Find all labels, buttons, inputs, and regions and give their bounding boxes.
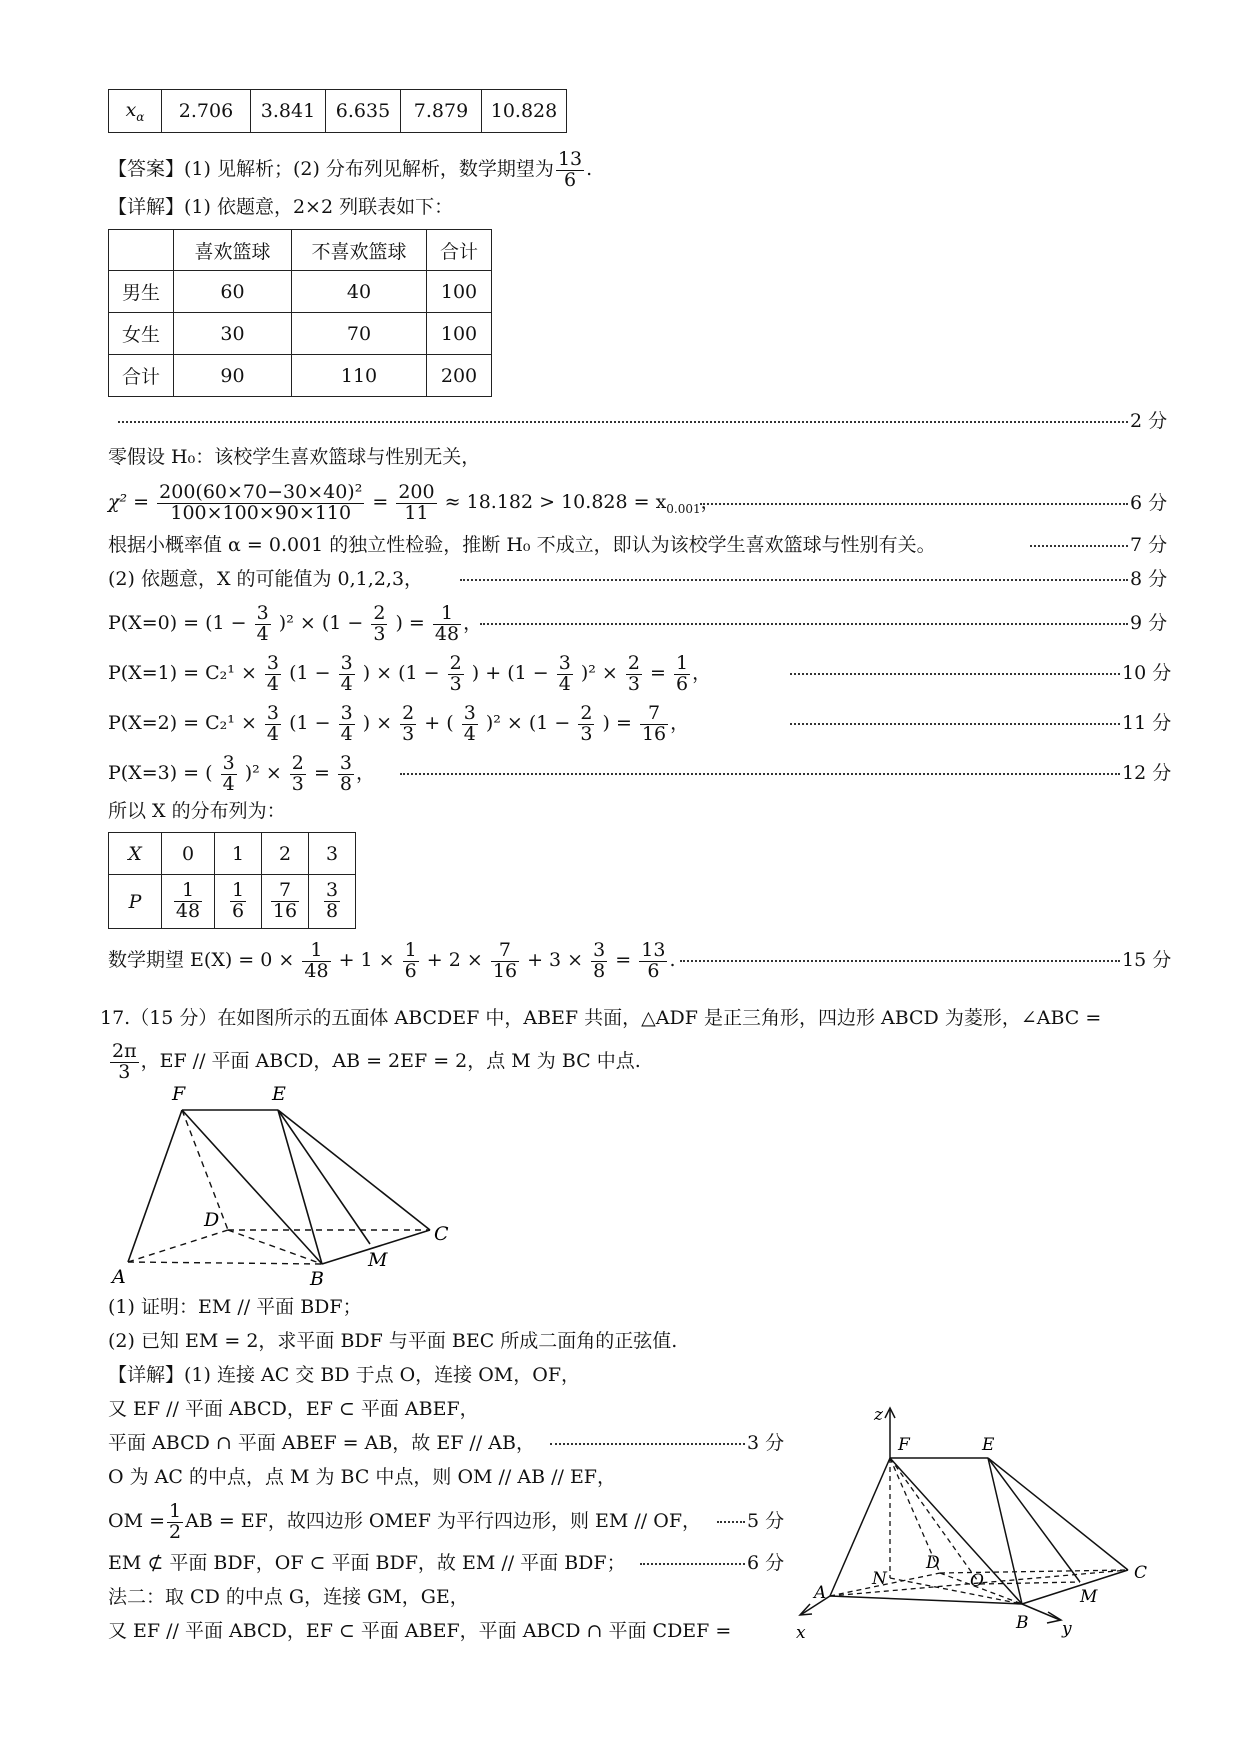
table-cell: 100 [427,313,492,355]
vertex-label-F: F [172,1083,186,1105]
table-cell: 90 [174,355,292,397]
answer-line: 【答案】(1) 见解析；(2) 分布列见解析，数学期望为 $\frac{13}{6}$ . [108,147,593,191]
distribution-table [108,832,356,929]
hypothesis-line: 零假设 H₀：该校学生喜欢篮球与性别无关， [108,446,481,468]
score-label: 15 分 [1122,949,1172,971]
dist-x-label: X [109,833,162,875]
table-cell: 合计 [109,355,174,397]
dist-intro: 所以 X 的分布列为： [108,800,286,822]
table-row [109,355,492,397]
subquestion-2: (2) 已知 EM = 2，求平面 BDF 与平面 BEC 所成二面角的正弦值. [108,1330,678,1352]
table-cell: 30 [174,313,292,355]
prob-line-0: P(X=0) = (1 − $\frac{3}{4}$ )² × (1 − $\frac{2}{3}$ ) = $\frac{1}{48}$ ， [108,601,483,645]
detail2-line-4: O 为 AC 的中点，点 M 为 BC 中点，则 OM // AB // EF， [108,1466,616,1488]
vertex-label-A: A [112,1266,126,1288]
critical-value-cell: 3.841 [251,90,326,133]
detail2-line-2: 又 EF // 平面 ABCD，EF ⊂ 平面 ABEF， [108,1398,479,1420]
critical-value-cell: 7.879 [401,90,482,133]
conclusion-line: 根据小概率值 α = 0.001 的独立性检验，推断 H₀ 不成立，即认为该校学生喜欢篮球与性别有关。 [108,534,936,556]
vertex-label-D: D [926,1553,940,1573]
expectation-line: 数学期望 E(X) = 0 × $\frac{1}{48}$ + 1 × $\frac{1}{6}$ + 2 × $\frac{7}{16}$ + 3 × $\frac{3}{8}$ = $\frac{13}{6}$ . [108,938,676,982]
question-17-text-2: $\frac{2\pi}{3}$ ，EF // 平面 ABCD，AB = 2EF = 2，点 M 为 BC 中点. [112,1039,641,1083]
score-label: 2 分 [1130,410,1168,432]
table-cell: 70 [292,313,427,355]
dist-p-cell: $\frac{1}{48}$ [162,875,215,929]
dist-x-cell: 0 [162,833,215,875]
vertex-label-E: E [982,1435,995,1455]
dist-p-label: P [109,875,162,929]
score-label: 6 分 [1130,492,1168,514]
axis-label-x: x [796,1623,806,1643]
detail2-line-1: 【详解】(1) 连接 AC 交 BD 于点 O，连接 OM，OF， [108,1364,581,1386]
answer-fraction: $\frac{13}{6}$ [557,147,583,191]
score-label: 11 分 [1122,712,1172,734]
prob-line-2: P(X=2) = C₂¹ × $\frac{3}{4}$ (1 − $\frac{3}{4}$ ) × $\frac{2}{3}$ + ( $\frac{3}{4}$ )² × (1 − $\frac{2}{3}$ ) = $\frac{7}{16}$ ， [108,701,690,745]
coordinate-figure [790,1398,1170,1648]
detail2-line-7: 法二：取 CD 的中点 G，连接 GM，GE， [108,1586,469,1608]
dotted-leader [460,564,1128,594]
vertex-label-M: M [368,1249,388,1271]
critical-value-cell: 2.706 [162,90,251,133]
vertex-label-A: A [814,1583,827,1603]
table-row [109,271,492,313]
answer-text: (1) 见解析；(2) 分布列见解析，数学期望为 [184,158,554,180]
pentahedron-figure [100,1080,480,1290]
axis-label-z: z [874,1405,883,1425]
vertex-label-B: B [310,1268,324,1290]
critical-value-table [108,89,567,133]
critical-label-cell: $x_\alpha$ [109,90,162,133]
dist-x-cell: 2 [262,833,309,875]
dist-x-cell: 3 [309,833,356,875]
vertex-label-B: B [1016,1613,1029,1633]
detail2-line-8: 又 EF // 平面 ABCD，EF ⊂ 平面 ABEF，平面 ABCD ∩ 平面 CDEF = [108,1620,732,1642]
dist-p-cell: $\frac{1}{6}$ [215,875,262,929]
dist-x-cell: 1 [215,833,262,875]
detail2-line-3: 平面 ABCD ∩ 平面 ABEF = AB，故 EF // AB， [108,1432,535,1454]
table-cell: 60 [174,271,292,313]
score-label: 8 分 [1130,568,1168,590]
chi-square-line: χ² = $\frac{\text{200(60×70−30×40)²}}{100\times 100\times 90\times 110}$ = $\frac{200}{11}$ ≈ $18.182 > 10.828 = x_{0.001}$， [108,480,720,524]
chi-square-fraction: $\frac{\text{200(60×70−30×40)²}}{100\times 100\times 90\times 110}$ [159,480,363,524]
dotted-leader [1030,530,1128,560]
subquestion-1: (1) 证明：EM // 平面 BDF； [108,1296,362,1318]
answer-prefix: 【答案】 [108,158,185,180]
vertex-label-C: C [1134,1563,1148,1583]
vertex-label-N: N [872,1569,887,1589]
table-cell: 40 [292,271,427,313]
dist-p-cell: $\frac{3}{8}$ [309,875,356,929]
axis-label-y: y [1062,1619,1072,1639]
table-cell: 女生 [109,313,174,355]
contingency-table [108,229,492,397]
vertex-label-M: M [1080,1587,1098,1607]
vertex-label-E: E [272,1083,286,1105]
prob-line-3: P(X=3) = ( $\frac{3}{4}$ )² × $\frac{2}{3}$ = $\frac{3}{8}$ ， [108,751,376,795]
dotted-leader [640,1548,745,1578]
score-label: 9 分 [1130,612,1168,634]
dotted-leader [550,1428,745,1458]
table-row [109,313,492,355]
dotted-leader [790,658,1120,688]
dotted-leader [790,708,1120,738]
vertex-label-F: F [898,1435,910,1455]
critical-value-cell: 6.635 [326,90,401,133]
vertex-label-C: C [434,1223,449,1245]
critical-value-cell: 10.828 [482,90,567,133]
detail-prefix: 【详解】 [108,196,185,218]
table-header-cell [109,230,174,271]
detail2-line-5: OM = $\frac{1}{2}$ AB = EF，故四边形 OMEF 为平行四边形，则 EM // OF， [108,1499,701,1543]
dotted-leader [400,758,1120,788]
part2-intro: (2) 依题意，X 的可能值为 0,1,2,3， [108,568,424,590]
vertex-label-D: D [204,1209,220,1231]
detail1-line [108,192,453,222]
detail2-line-6: EM ⊄ 平面 BDF，OF ⊂ 平面 BDF，故 EM // 平面 BDF； [108,1552,626,1574]
point-label-O: O [970,1571,984,1591]
dotted-leader [700,488,1128,518]
table-header-cell: 不喜欢篮球 [292,230,427,271]
dotted-leader [680,945,1120,975]
score-label: 7 分 [1130,534,1168,556]
score-label: 3 分 [747,1432,785,1454]
score-label: 10 分 [1122,662,1172,684]
angle-fraction: $\frac{2\pi}{3}$ [112,1039,137,1083]
score-label: 5 分 [747,1510,785,1532]
dotted-leader [717,1506,745,1536]
score-label: 12 分 [1122,762,1172,784]
table-header-cell: 喜欢篮球 [174,230,292,271]
table-cell: 110 [292,355,427,397]
chi-value-fraction: $\frac{200}{11}$ [398,480,435,524]
table-cell: 男生 [109,271,174,313]
detail-text: (1) 依题意，2×2 列联表如下： [184,196,454,218]
table-header-cell: 合计 [427,230,492,271]
dist-p-cell: $\frac{7}{16}$ [262,875,309,929]
table-cell: 100 [427,271,492,313]
prob-line-1: P(X=1) = C₂¹ × $\frac{3}{4}$ (1 − $\frac{3}{4}$ ) × (1 − $\frac{2}{3}$ ) + (1 − $\frac{3}{4}$ )² × $\frac{2}{3}$ = $\frac{1}{6}$ ， [108,651,712,695]
table-cell: 200 [427,355,492,397]
dotted-leader [480,608,1128,638]
score-label: 6 分 [747,1552,785,1574]
question-17-text: 17.（15 分）在如图所示的五面体 ABCDEF 中，ABEF 共面，△ADF 是正三角形，四边形 ABCD 为菱形，∠ABC = [100,1007,1102,1029]
dotted-leader [118,406,1128,436]
